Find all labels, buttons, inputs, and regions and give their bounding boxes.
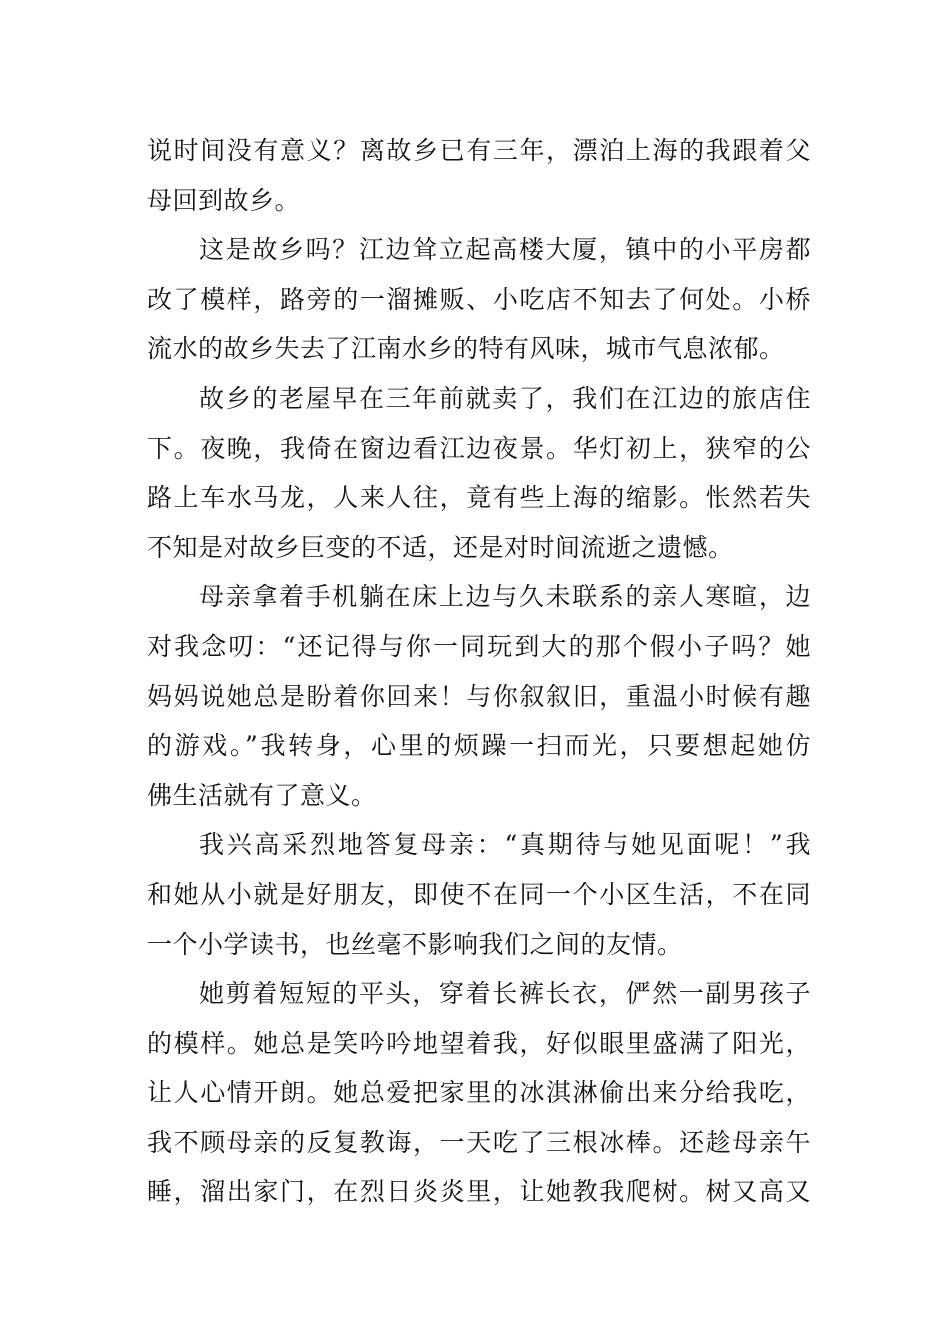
text-line: 下。夜晚，我倚在窗边看江边夜景。华灯初上，狭窄的公 <box>147 433 811 463</box>
text-line: 故乡的老屋早在三年前就卖了，我们在江边的旅店住 <box>199 383 811 413</box>
text-line: 佛生活就有了意义。 <box>147 780 377 810</box>
text-line: 睡，溜出家门，在烈日炎炎里，让她教我爬树。树又高又 <box>147 1177 811 1207</box>
text-line: 和她从小就是好朋友，即使不在同一个小区生活，不在同 <box>147 879 811 909</box>
text-line: 的模样。她总是笑吟吟地望着我，好似眼里盛满了阳光， <box>147 1028 811 1058</box>
text-line: 她剪着短短的平头，穿着长裤长衣，俨然一副男孩子 <box>199 979 811 1009</box>
text-line: 母回到故乡。 <box>147 185 301 215</box>
body-text <box>147 126 811 1217</box>
text-line: 流水的故乡失去了江南水乡的特有风味，城市气息浓郁。 <box>147 334 785 364</box>
text-line: 我兴高采烈地答复母亲：“真期待与她见面呢！”我 <box>199 830 811 860</box>
text-line: 说时间没有意义？离故乡已有三年，漂泊上海的我跟着父 <box>147 136 811 165</box>
text-line: 母亲拿着手机躺在床上边与久未联系的亲人寒暄，边 <box>199 582 811 612</box>
text-line: 的游戏。”我转身，心里的烦躁一扫而光，只要想起她仿 <box>147 731 811 761</box>
text-line: 不知是对故乡巨变的不适，还是对时间流逝之遗憾。 <box>147 532 734 562</box>
text-line: 路上车水马龙，人来人往，竟有些上海的缩影。怅然若失 <box>147 483 811 513</box>
text-line: 改了模样，路旁的一溜摊贩、小吃店不知去了何处。小桥 <box>147 284 811 314</box>
text-line: 我不顾母亲的反复教诲，一天吃了三根冰棒。还趁母亲午 <box>147 1127 811 1157</box>
text-line: 对我念叨：“还记得与你一同玩到大的那个假小子吗？她 <box>147 631 811 661</box>
text-line: 一个小学读书，也丝毫不影响我们之间的友情。 <box>147 929 683 959</box>
text-line: 妈妈说她总是盼着你回来！与你叙叙旧，重温小时候有趣 <box>147 681 811 711</box>
text-line: 这是故乡吗？江边耸立起高楼大厦，镇中的小平房都 <box>199 235 811 265</box>
text-line: 让人心情开朗。她总爱把家里的冰淇淋偷出来分给我吃， <box>147 1078 811 1108</box>
